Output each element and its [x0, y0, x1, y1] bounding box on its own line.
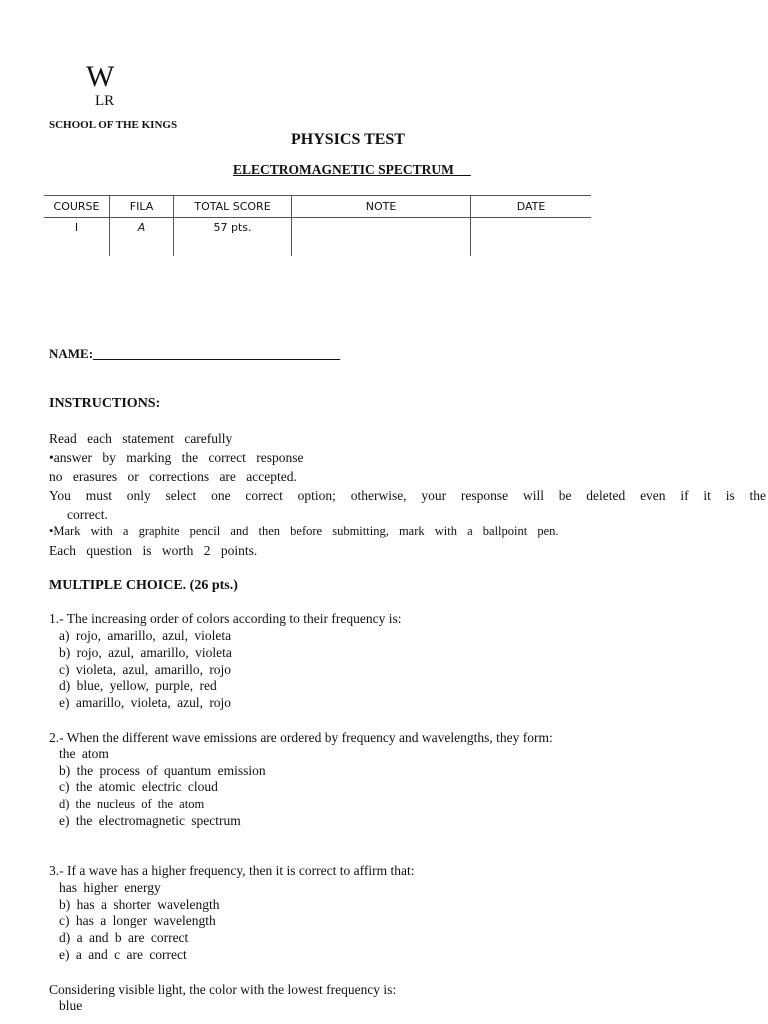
- value-note[interactable]: [292, 218, 471, 257]
- instruction-line: correct.: [67, 507, 108, 522]
- header-note: NOTE: [292, 196, 471, 218]
- question-2-option-e[interactable]: e) the electromagnetic spectrum: [59, 813, 241, 828]
- instruction-line: •Mark with a graphite pencil and then before submitting, mark with a ballpoint pen.: [49, 524, 559, 538]
- instructions-heading: INSTRUCTIONS:: [49, 396, 161, 411]
- question-1-text: 1.- The increasing order of colors according to their frequency is:: [49, 611, 402, 626]
- question-2-option-d[interactable]: d) the nucleus of the atom: [59, 797, 205, 811]
- page-subtitle: ELECTROMAGNETIC SPECTRUM: [233, 162, 454, 177]
- question-4-text: Considering visible light, the color with the lowest frequency is:: [49, 982, 397, 997]
- school-logo-w: W: [86, 60, 115, 93]
- info-table-value-row: [44, 218, 591, 257]
- question-4-option-a[interactable]: blue: [59, 998, 83, 1013]
- school-logo-lr: LR: [95, 93, 115, 109]
- question-3-option-d[interactable]: d) a and b are correct: [59, 930, 189, 945]
- instruction-line: Each question is worth 2 points.: [49, 543, 258, 558]
- school-name: SCHOOL OF THE KINGS: [49, 119, 178, 131]
- instruction-line: •answer by marking the correct response: [49, 450, 304, 465]
- page-title: PHYSICS TEST: [291, 131, 405, 148]
- header-total-score: TOTAL SCORE: [174, 196, 292, 218]
- question-3-option-b[interactable]: b) has a shorter wavelength: [59, 897, 220, 912]
- question-2-option-c[interactable]: c) the atomic electric cloud: [59, 779, 218, 794]
- question-3-text: 3.- If a wave has a higher frequency, then it is correct to affirm that:: [49, 863, 415, 878]
- header-date: DATE: [471, 196, 592, 218]
- header-fila: FILA: [110, 196, 174, 218]
- value-date[interactable]: [471, 218, 592, 257]
- info-table: [44, 195, 591, 256]
- value-fila: A: [110, 218, 174, 257]
- header-course: COURSE: [44, 196, 110, 218]
- question-3-option-e[interactable]: e) a and c are correct: [59, 947, 187, 962]
- question-3-option-a[interactable]: has higher energy: [59, 880, 161, 895]
- name-field[interactable]: NAME:______________________________________: [49, 346, 341, 361]
- value-course: I: [44, 218, 110, 257]
- question-1-option-a[interactable]: a) rojo, amarillo, azul, violeta: [59, 628, 232, 643]
- question-2-option-a[interactable]: the atom: [59, 746, 109, 761]
- question-1-option-d[interactable]: d) blue, yellow, purple, red: [59, 678, 217, 693]
- question-1-option-c[interactable]: c) violeta, azul, amarillo, rojo: [59, 662, 232, 677]
- question-1-option-e[interactable]: e) amarillo, violeta, azul, rojo: [59, 695, 232, 710]
- instruction-line: Read each statement carefully: [49, 431, 233, 446]
- instruction-line: no erasures or corrections are accepted.: [49, 469, 297, 484]
- question-3-option-c[interactable]: c) has a longer wavelength: [59, 913, 216, 928]
- question-1-option-b[interactable]: b) rojo, azul, amarillo, violeta: [59, 645, 232, 660]
- instruction-line: You must only select one correct option; otherwise, your response will be deleted even if it is the: [49, 488, 766, 503]
- info-table-header-row: [44, 196, 591, 218]
- multiple-choice-heading: MULTIPLE CHOICE. (26 pts.): [49, 578, 238, 593]
- question-2-text: 2.- When the different wave emissions are ordered by frequency and wavelengths, they form:: [49, 730, 553, 745]
- question-2-option-b[interactable]: b) the process of quantum emission: [59, 763, 266, 778]
- value-total-score: 57 pts.: [174, 218, 292, 257]
